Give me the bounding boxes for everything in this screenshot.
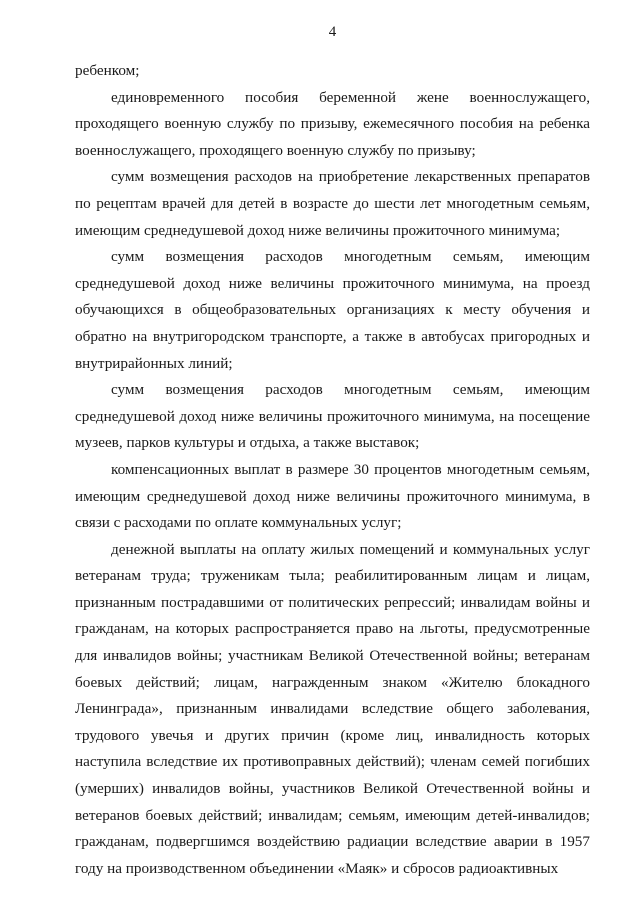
paragraph-1: ребенком;: [75, 62, 140, 79]
paragraph-7: денежной выплаты на оплату жилых помещений и коммунальных услуг ветеранам труда; труженикам тыла; реабилитированным лицам и лицам, признанным пострадавшими от политических репрессий; инвалидам войны и гражданам, на которых распространяется право на льготы, предусмотренные для инвалидов войны; участникам Великой Отечественной войны; ветеранам боевых действий; лицам, награжденным знаком «Жителю блокадного Ленинграда», признанным инвалидами вследствие общего заболевания, трудового увечья и других причин (кроме лиц, инвалидность которых наступила вследствие их противоправных действий); членам семей погибших (умерших) инвалидов войны, участников Великой Отечественной войны и ветеранов боевых действий; инвалидам; семьям, имеющим детей-инвалидов; гражданам, подвергшимся воздействию радиации вследствие аварии в 1957 году на производственном объединении «Маяк» и сбросов радиоактивных: [75, 540, 590, 877]
document-body: [75, 58, 590, 882]
paragraph-2: единовременного пособия беременной жене военнослужащего, проходящего военную службу по призыву, ежемесячного пособия на ребенка военнослужащего, проходящего военную службу по призыву;: [75, 88, 590, 159]
paragraph-3: сумм возмещения расходов на приобретение лекарственных препаратов по рецептам врачей для детей в возрасте до шести лет многодетным семьям, имеющим среднедушевой доход ниже величины прожиточного минимума;: [75, 168, 590, 239]
paragraph-5: сумм возмещения расходов многодетным семьям, имеющим среднедушевой доход ниже величины прожиточного минимума, на посещение музеев, парков культуры и отдыха, а также выставок;: [75, 381, 590, 452]
paragraph-6: компенсационных выплат в размере 30 процентов многодетным семьям, имеющим среднедушевой доход ниже величины прожиточного минимума, в связи с расходами по оплате коммунальных услуг;: [75, 460, 590, 532]
paragraph-4: сумм возмещения расходов многодетным семьям, имеющим среднедушевой доход ниже величины прожиточного минимума, на проезд обучающихся в общеобразовательных организациях к месту обучения и обратно на внутригородском транспорте, а также в автобусах пригородных и внутрирайонных линий;: [75, 248, 590, 372]
page-number: 4: [328, 24, 337, 40]
